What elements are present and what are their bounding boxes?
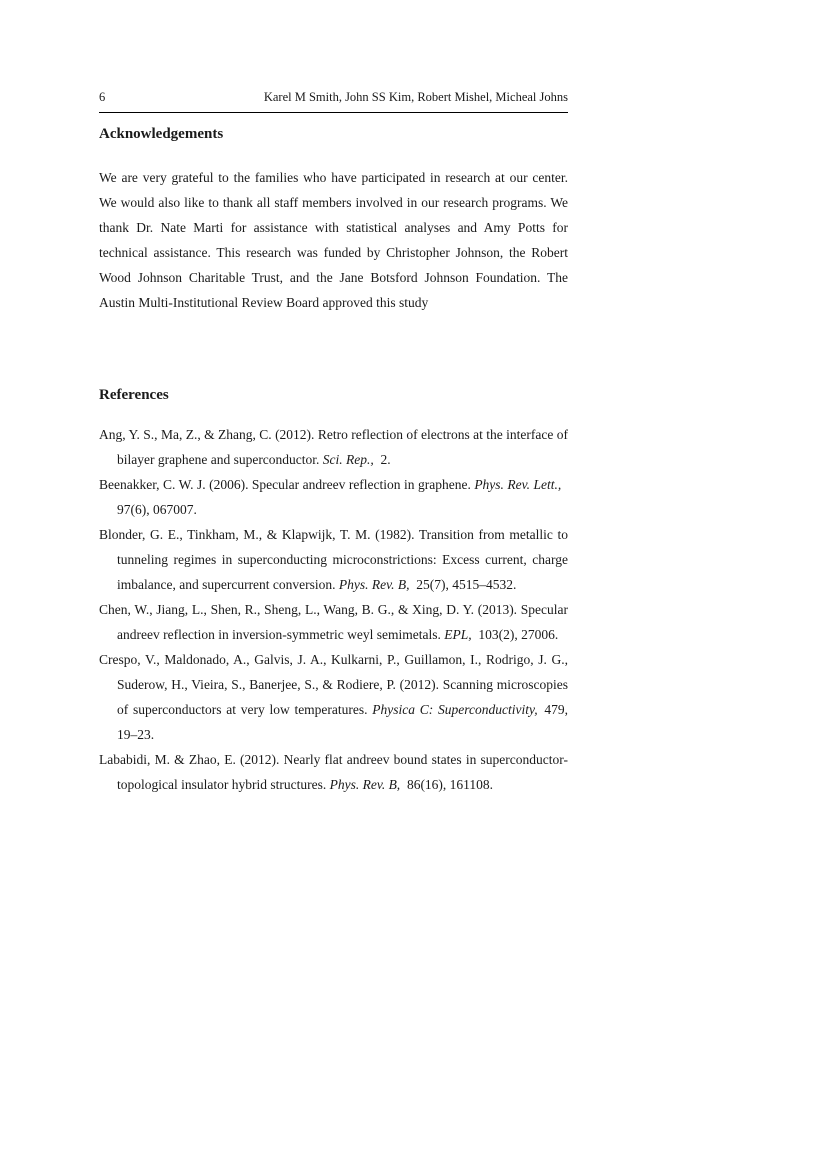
reference-locator: 479, 19–23.: [117, 702, 568, 742]
acknowledgements-paragraph: We are very grateful to the families who have participated in research at our center. We would also like to thank all staff members involved in our research programs. We thank Dr. Nate Marti for assistance with statistical analyses and Amy Potts for technical assistance. This research was funded by Christopher Johnson, the Robert Wood Johnson Charitable Trust, and the Jane Botsford Johnson Foundation. The Austin Multi-Institutional Review Board approved this study: [99, 170, 568, 310]
text-column: [99, 0, 568, 797]
reference-journal: EPL,: [444, 627, 472, 642]
reference-text: Ang, Y. S., Ma, Z., & Zhang, C. (2012). Retro reflection of electrons at the interface of bilayer graphene and superconductor.: [99, 427, 568, 467]
running-authors: Karel M Smith, John SS Kim, Robert Mishel, Micheal Johns: [263, 90, 568, 104]
reference-text: Chen, W., Jiang, L., Shen, R., Sheng, L., Wang, B. G., & Xing, D. Y. (2013). Specular andreev reflection in inversion-symmetric weyl semimetals.: [99, 602, 568, 642]
reference-journal: Phys. Rev. B,: [329, 777, 401, 792]
reference-text: Beenakker, C. W. J. (2006). Specular andreev reflection in graphene.: [99, 477, 475, 492]
reference-text: Lababidi, M. & Zhao, E. (2012). Nearly flat andreev bound states in superconductor-topological insulator hybrid structures.: [99, 752, 568, 792]
reference-entry: [99, 647, 568, 747]
reference-locator: 86(16), 161108.: [400, 777, 494, 792]
reference-entry: [99, 522, 568, 597]
reference-locator: 25(7), 4515–4532.: [409, 577, 517, 592]
running-header: [99, 90, 568, 113]
acknowledgements-heading: Acknowledgements: [99, 126, 224, 142]
reference-journal: Phys. Rev. Lett.,: [474, 477, 562, 492]
reference-entry: [99, 597, 568, 647]
reference-journal: Phys. Rev. B,: [338, 577, 410, 592]
reference-text: Blonder, G. E., Tinkham, M., & Klapwijk, T. M. (1982). Transition from metallic to tunneling regimes in superconducting microconstrictions: Excess current, charge imbalance, and supercurrent conversion.: [99, 527, 568, 592]
reference-locator: 103(2), 27006.: [471, 627, 559, 642]
reference-locator: 97(6), 067007.: [117, 477, 568, 517]
reference-text: Crespo, V., Maldonado, A., Galvis, J. A., Kulkarni, P., Guillamon, I., Rodrigo, J. G., Suderow, H., Vieira, S., Banerjee, S., & Rodiere, P. (2012). Scanning microscopies of superconductors at very low temperatures.: [99, 652, 568, 717]
page-number: 6: [99, 90, 106, 104]
reference-journal: Sci. Rep.,: [322, 452, 374, 467]
reference-locator: 2.: [373, 452, 391, 467]
reference-journal: Physica C: Superconductivity,: [372, 702, 538, 717]
references-heading: References: [99, 387, 169, 403]
reference-entry: [99, 747, 568, 797]
reference-entry: [99, 422, 568, 472]
reference-entry: [99, 472, 568, 522]
reference-list: [99, 422, 568, 797]
